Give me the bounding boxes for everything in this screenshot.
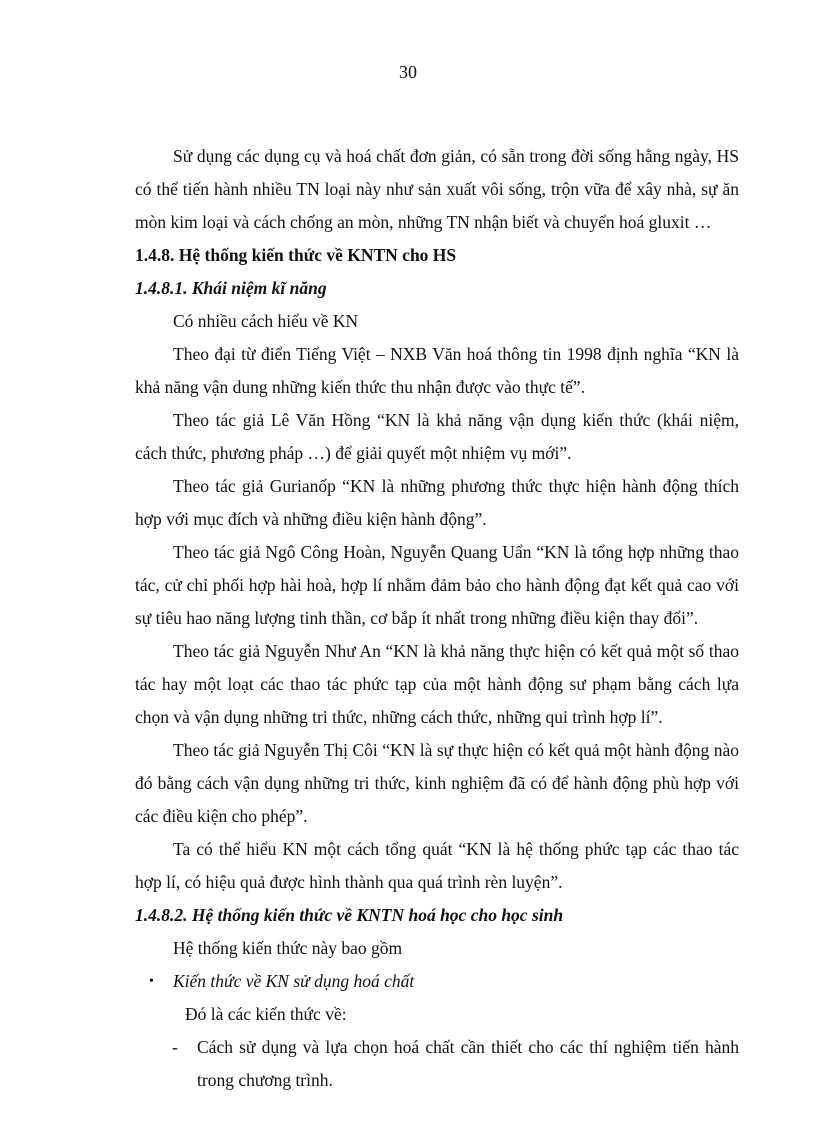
paragraph-def-ngo-cong-hoan: Theo tác giả Ngô Công Hoàn, Nguyễn Quang Uẩn “KN là tổng hợp những thao tác, cử chỉ phối hợp hài hoà, hợp lí nhằm đảm bảo cho hành động đạt kết quả cao với sự tiêu hao năng lượng tinh thần, cơ bắp ít nhất trong những điều kiện thay đổi”. bbox=[135, 542, 739, 628]
section-heading-1-4-8: 1.4.8. Hệ thống kiến thức về KNTN cho HS bbox=[135, 245, 457, 265]
dash-marker: - bbox=[172, 1037, 178, 1057]
paragraph-def-le-van-hong: Theo tác giả Lê Văn Hồng “KN là khả năng vận dụng kiến thức (khái niệm, cách thức, phương pháp …) để giải quyết một nhiệm vụ mới”. bbox=[135, 410, 739, 463]
paragraph-def-nguyen-nhu-an: Theo tác giả Nguyễn Như An “KN là khả năng thực hiện có kết quả một số thao tác hay một loạt các thao tác phức tạp của một hành động sư phạm bằng cách lựa chọn và vận dụng những tri thức, những cách thức, những qui trình hợp lí”. bbox=[135, 641, 739, 727]
paragraph-many-ways: Có nhiều cách hiểu về KN bbox=[173, 311, 359, 331]
paragraph-def-nguyen-thi-coi: Theo tác giả Nguyễn Thị Côi “KN là sự thực hiện có kết quả một hành động nào đó bằng cách vận dụng những tri thức, kinh nghiệm đã có để hành động phù hợp với các điều kiện cho phép”. bbox=[135, 740, 739, 826]
bullet-item-text: Kiến thức về KN sử dụng hoá chất bbox=[173, 971, 415, 991]
subsection-heading-1-4-8-2: 1.4.8.2. Hệ thống kiến thức về KNTN hoá học cho học sinh bbox=[135, 905, 564, 925]
dash-item-text: Cách sử dụng và lựa chọn hoá chất cần thiết cho các thí nghiệm tiến hành trong chương trình. bbox=[197, 1037, 739, 1090]
paragraph-knowledge-about: Đó là các kiến thức về: bbox=[185, 1004, 347, 1024]
bullet-item-chemicals bbox=[135, 965, 739, 998]
page-number: 30 bbox=[399, 62, 417, 82]
paragraph-def-dictionary: Theo đại từ điển Tiếng Việt – NXB Văn hoá thông tin 1998 định nghĩa “KN là khả năng vận dung những kiến thức thu nhận được vào thực tế”. bbox=[135, 344, 739, 397]
paragraph-intro: Sử dụng các dụng cụ và hoá chất đơn giản, có sẵn trong đời sống hằng ngày, HS có thể tiến hành nhiều TN loại này như sản xuất vôi sống, trộn vữa để xây nhà, sự ăn mòn kim loại và cách chống an mòn, những TN nhận biết và chuyển hoá gluxit … bbox=[135, 146, 739, 232]
paragraph-def-gurianop: Theo tác giả Gurianốp “KN là những phương thức thực hiện hành động thích hợp với mục đích và những điều kiện hành động”. bbox=[135, 476, 739, 529]
dash-item bbox=[135, 1031, 739, 1097]
subsection-heading-1-4-8-1: 1.4.8.1. Khái niệm kĩ năng bbox=[135, 278, 327, 298]
paragraph-system-includes: Hệ thống kiến thức này bao gồm bbox=[173, 938, 403, 958]
bullet-icon: • bbox=[149, 974, 154, 989]
paragraph-def-general: Ta có thể hiểu KN một cách tổng quát “KN là hệ thống phức tạp các thao tác hợp lí, có hiệu quả được hình thành qua quá trình rèn luyện”. bbox=[135, 839, 739, 892]
page-body bbox=[135, 140, 739, 1097]
